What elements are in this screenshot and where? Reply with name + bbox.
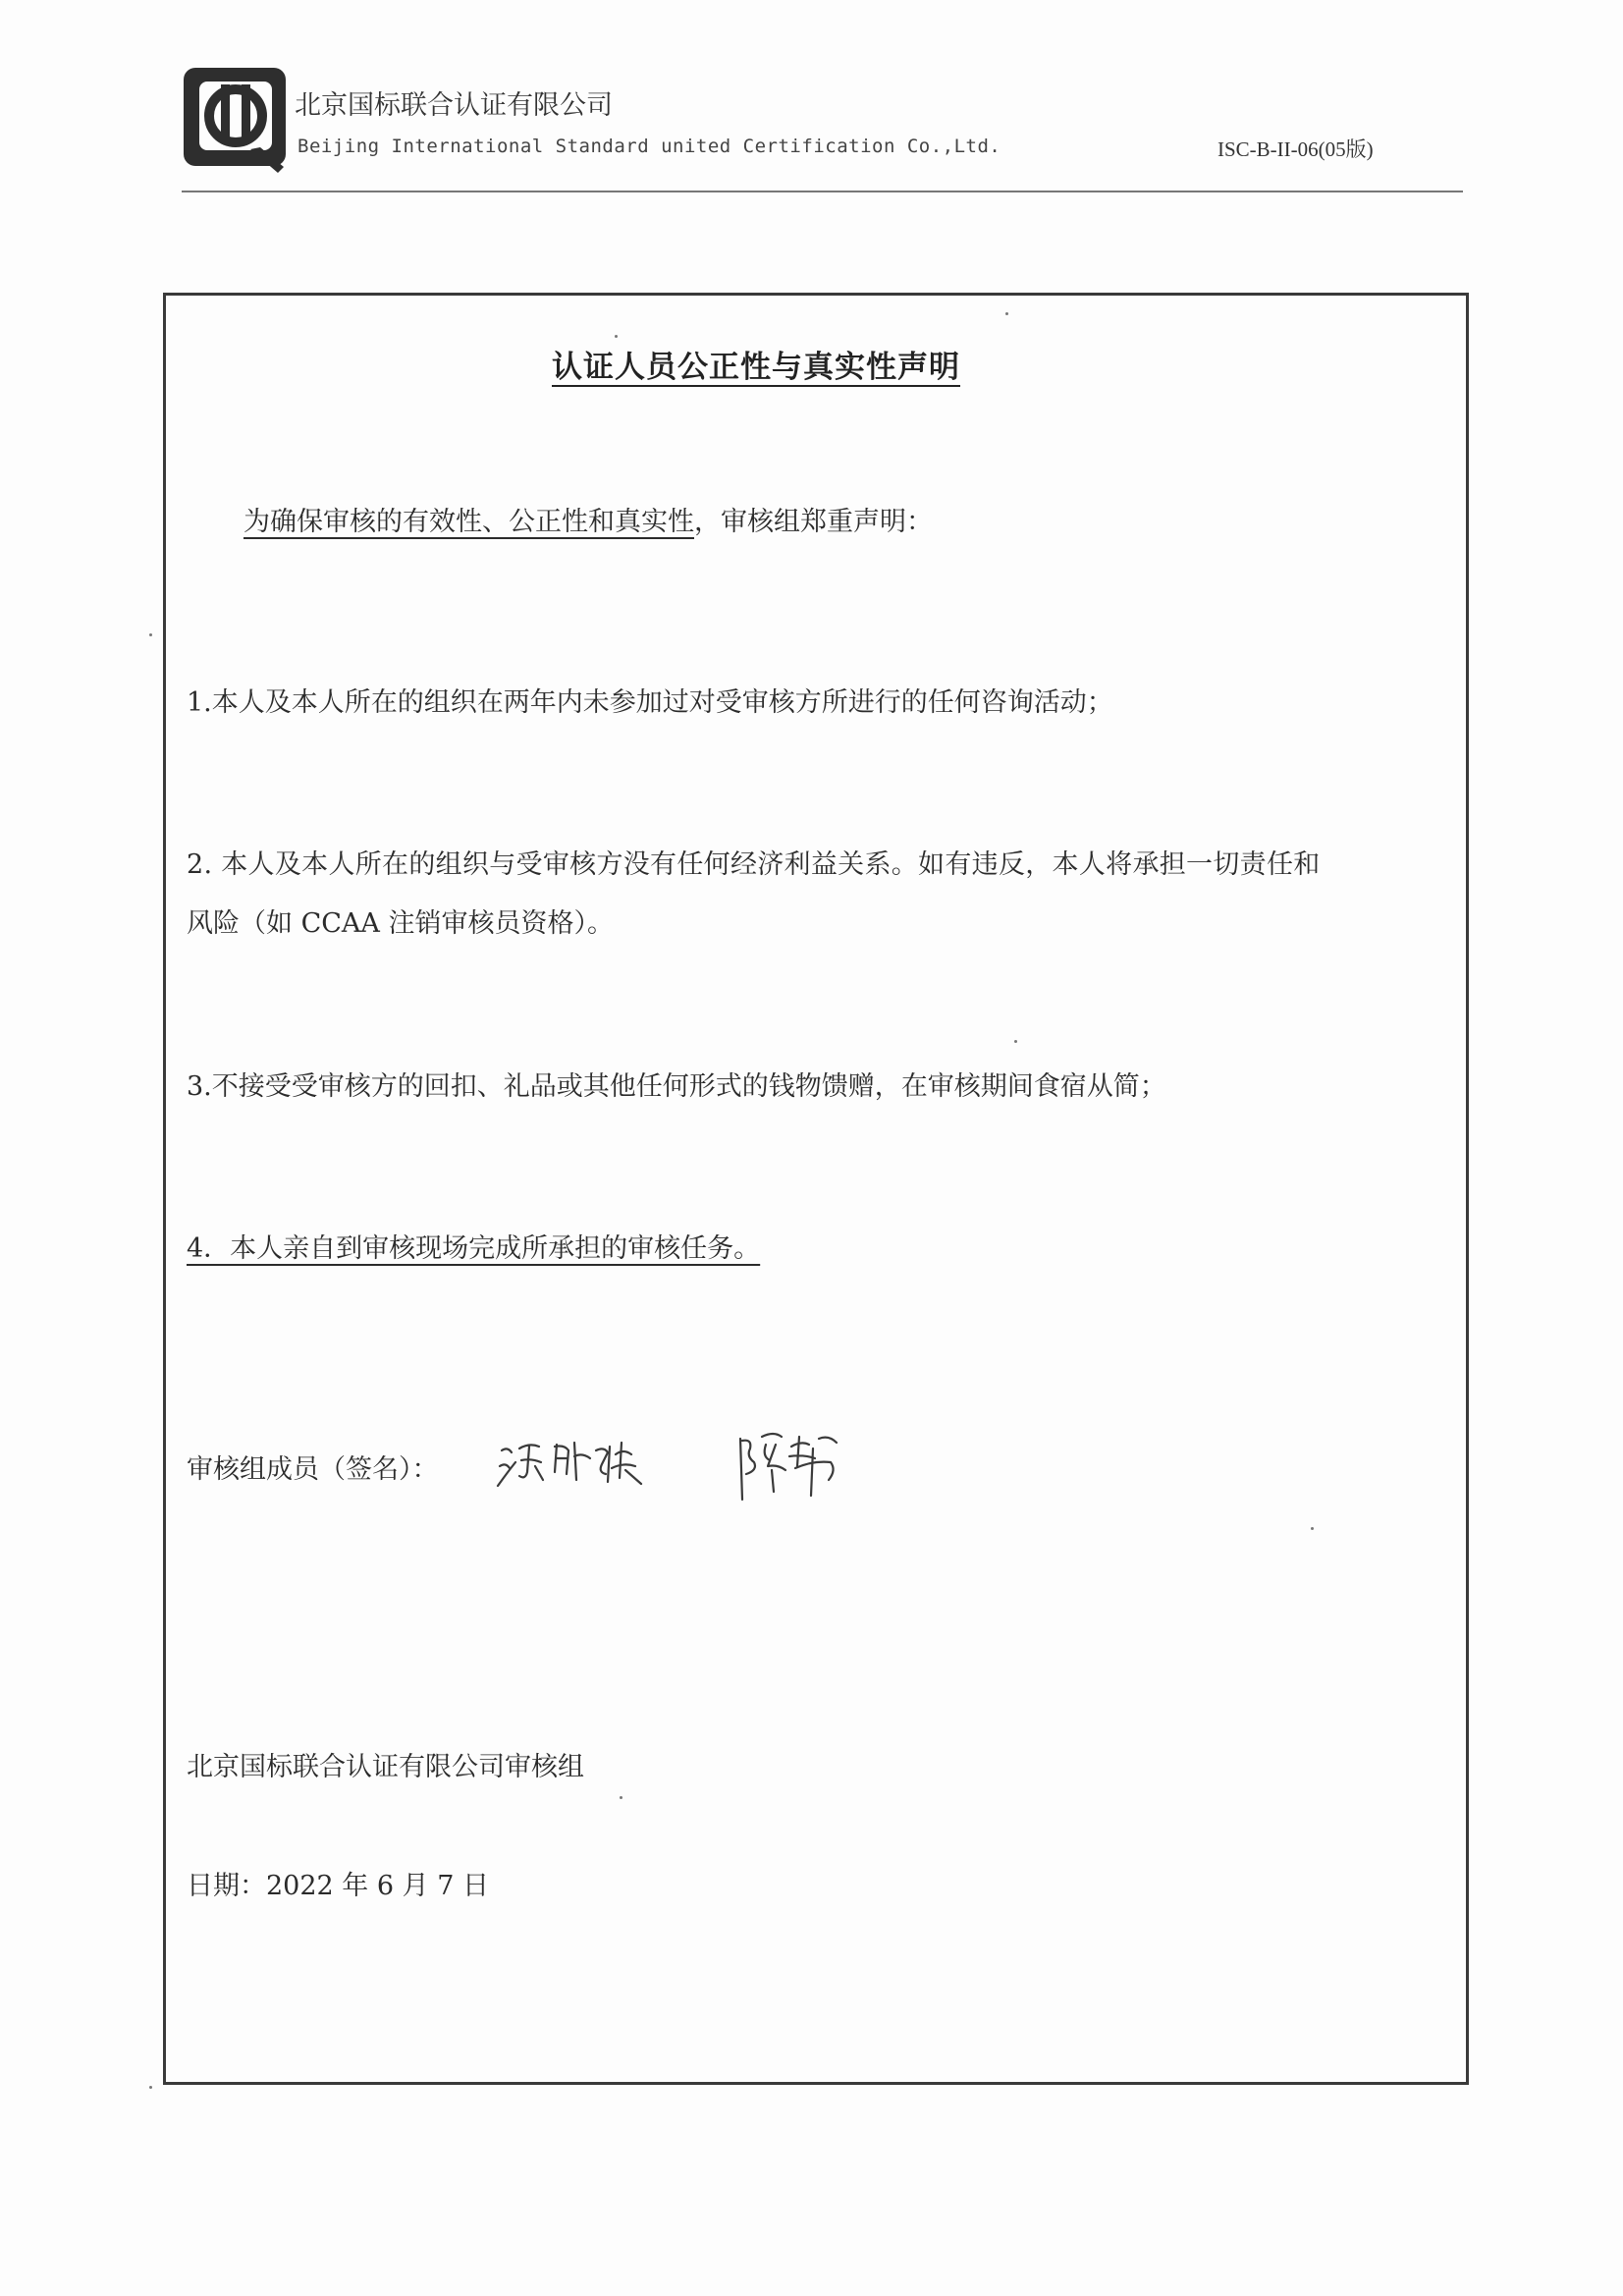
scan-speck	[1005, 312, 1008, 315]
company-name-cn: 北京国标联合认证有限公司	[295, 90, 613, 121]
date-line	[187, 1864, 489, 1902]
signature-1	[496, 1429, 663, 1493]
scan-speck	[615, 335, 618, 338]
clause-1: 1.本人及本人所在的组织在两年内未参加过对受审核方所进行的任何咨询活动；	[187, 687, 1113, 718]
scan-speck	[620, 1796, 622, 1799]
declaration-frame	[163, 293, 1469, 2085]
scan-speck	[1014, 1040, 1017, 1043]
clause-3: 3.不接受受审核方的回扣、礼品或其他任何形式的钱物馈赠，在审核期间食宿从简；	[187, 1071, 1166, 1102]
date-value: 2022 年 6 月 7 日	[266, 1871, 489, 1901]
intro-underlined-text: 为确保审核的有效性、公正性和真实性	[243, 507, 694, 537]
clause-4: 4．本人亲自到审核现场完成所承担的审核任务。	[187, 1233, 761, 1264]
company-name-en: Beijing International Standard united Certification Co.,Ltd.	[298, 136, 1001, 157]
date-label: 日期：	[187, 1871, 266, 1901]
intro-paragraph	[243, 500, 933, 538]
scan-speck	[1311, 1527, 1314, 1530]
company-logo-icon	[182, 65, 290, 177]
clause-2-line-2: 风险（如 CCAA 注销审核员资格）。	[187, 908, 614, 939]
letterhead	[182, 65, 1463, 198]
declaration-title: 认证人员公正性与真实性声明	[552, 350, 960, 385]
scan-speck	[149, 633, 152, 636]
auditing-team-organization: 北京国标联合认证有限公司审核组	[187, 1752, 584, 1782]
members-signature-label: 审核组成员（签名）：	[187, 1454, 439, 1485]
signature-2	[734, 1427, 844, 1505]
clause-2-line-1: 2. 本人及本人所在的组织与受审核方没有任何经济利益关系。如有违反，本人将承担一切责任和	[187, 849, 1321, 880]
scan-speck	[149, 2086, 152, 2089]
document-code: ISC-B-II-06(05版)	[1217, 137, 1374, 161]
header-divider	[182, 191, 1463, 192]
intro-rest-text: ，审核组郑重声明：	[694, 507, 933, 537]
